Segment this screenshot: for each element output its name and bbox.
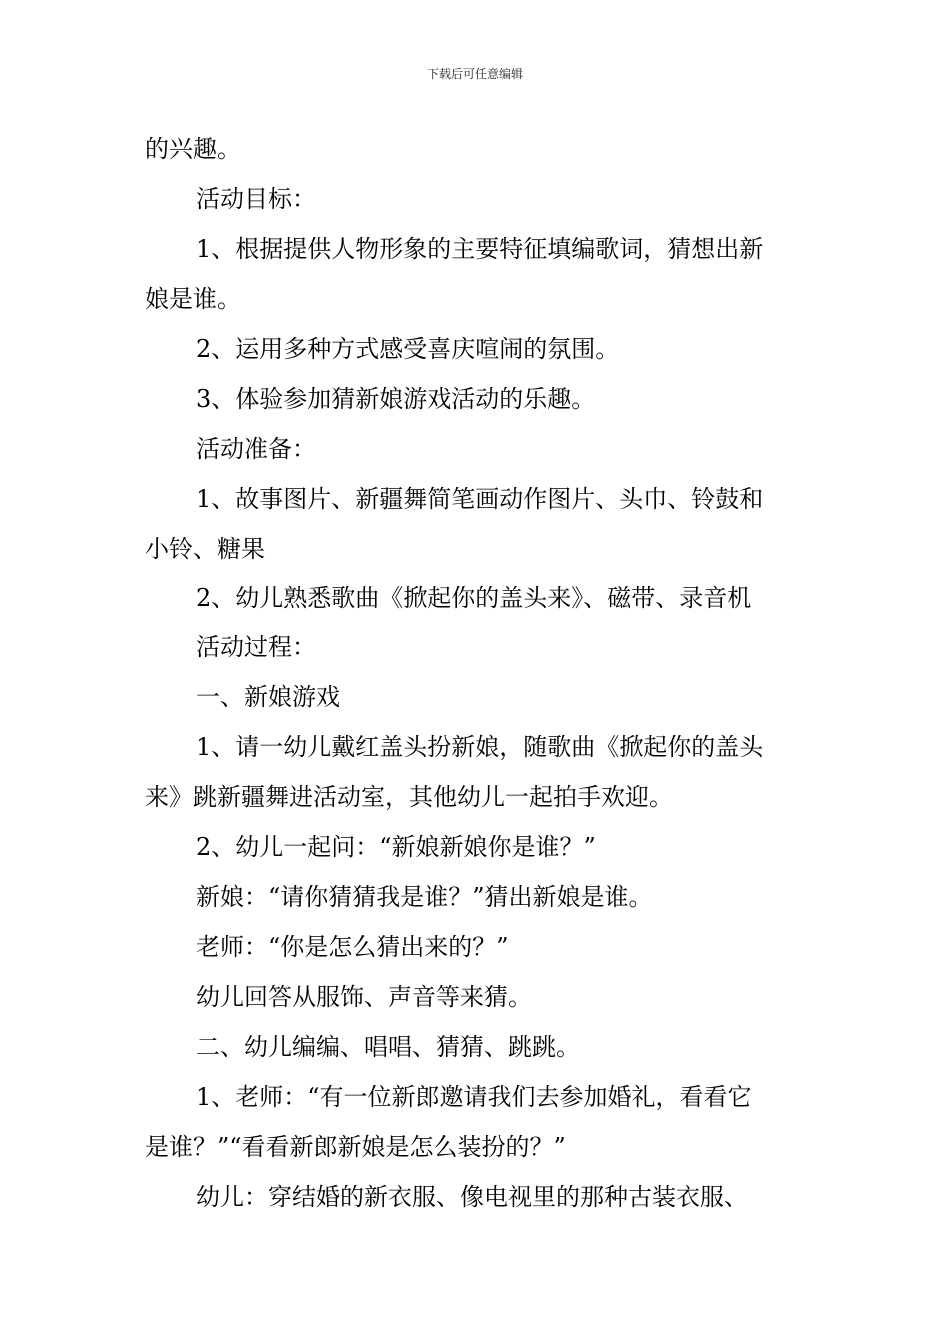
paragraph-line: 3、体验参加猜新娘游戏活动的乐趣。 [196,385,596,413]
section-subheading: 二、幼儿编编、唱唱、猜猜、跳跳。 [196,1033,580,1061]
paragraph-line: 的兴趣。 [145,135,241,163]
document-body [145,124,810,1222]
section-subheading: 一、新娘游戏 [196,683,340,711]
paragraph-line: 幼儿回答从服饰、声音等来猜。 [196,983,532,1011]
paragraph-line: 2、运用多种方式感受喜庆喧闹的氛围。 [196,335,620,363]
paragraph-line: 2、幼儿熟悉歌曲《掀起你的盖头来》、磁带、录音机 [196,584,752,612]
paragraph-line: 1、请一幼儿戴红盖头扮新娘，随歌曲《掀起你的盖头 [196,733,764,761]
paragraph-line: 小铃、糖果 [145,535,265,563]
section-heading-process: 活动过程： [196,633,316,661]
paragraph-line: 老师：“你是怎么猜出来的？” [196,933,509,961]
paragraph-line: 娘是谁。 [145,285,241,313]
paragraph-line: 2、幼儿一起问：“新娘新娘你是谁？” [196,833,596,861]
paragraph-line: 新娘：“请你猜猜我是谁？”猜出新娘是谁。 [196,883,653,911]
paragraph-line: 来》跳新疆舞进活动室，其他幼儿一起拍手欢迎。 [145,783,673,811]
section-heading-goals: 活动目标： [196,185,316,213]
paragraph-line: 1、故事图片、新疆舞简笔画动作图片、头巾、铃鼓和 [196,485,764,513]
paragraph-line: 是谁？”“看看新郎新娘是怎么装扮的？” [145,1133,566,1161]
paragraph-line: 幼儿：穿结婚的新衣服、像电视里的那种古装衣服、 [196,1183,748,1211]
paragraph-line: 1、老师：“有一位新郎邀请我们去参加婚礼，看看它 [196,1083,752,1111]
paragraph-line: 1、根据提供人物形象的主要特征填编歌词，猜想出新 [196,235,764,263]
section-heading-preparation: 活动准备： [196,435,316,463]
page-header-note: 下载后可任意编辑 [426,67,523,81]
